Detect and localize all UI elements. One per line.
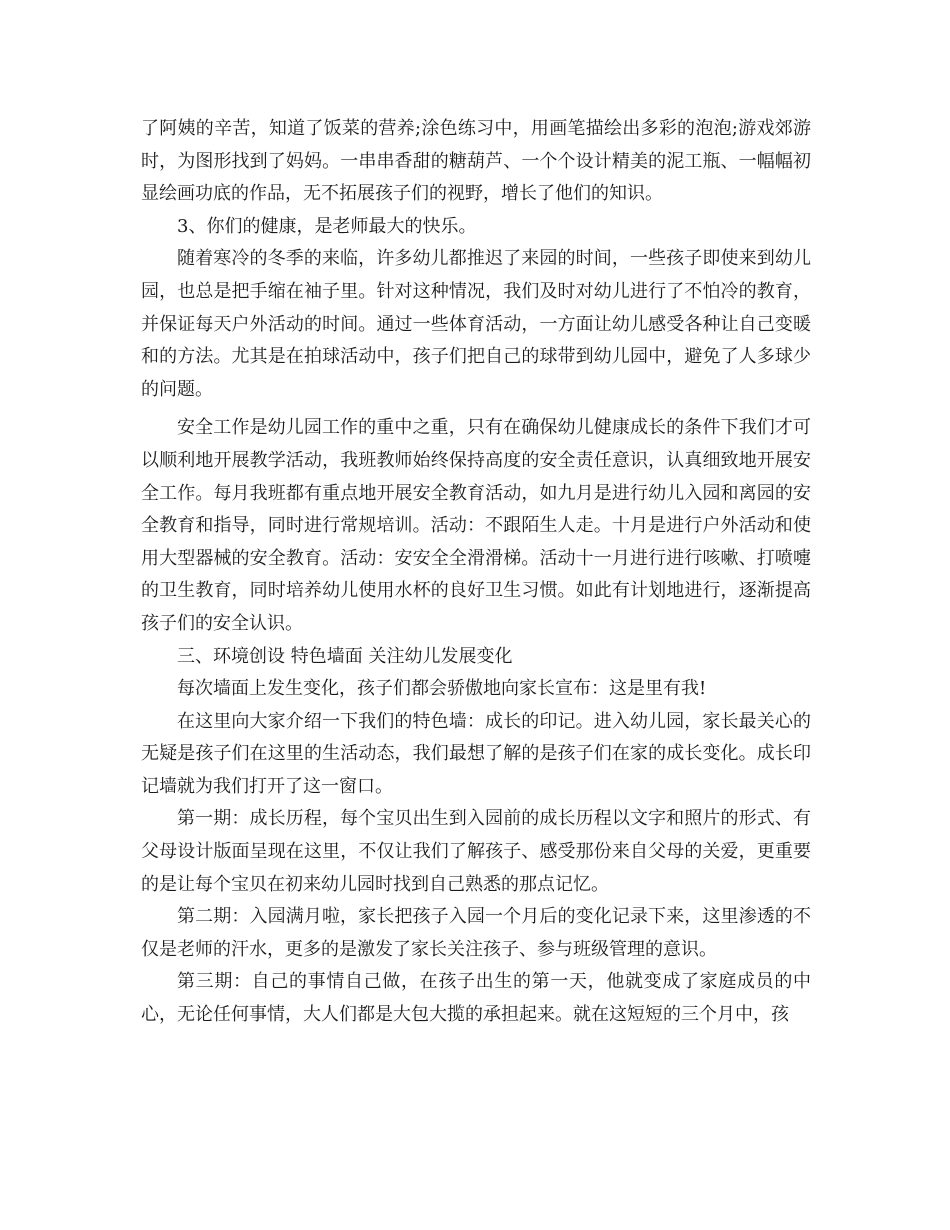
- paragraph-winter-activities: 随着寒冷的冬季的来临，许多幼儿都推迟了来园的时间，一些孩子即使来到幼儿园，也总是把手缩在袖子里。针对这种情况，我们及时对幼儿进行了不怕冷的教育，并保证每天户外活动的时间。通过一些体育活动，一方面让幼儿感受各种让自己变暖和的方法。尤其是在拍球活动中，孩子们把自己的球带到幼儿园中，避免了人多球少的问题。: [141, 248, 811, 400]
- paragraph-wall-changes: 每次墙面上发生变化，孩子们都会骄傲地向家长宣布：这是里有我!: [177, 678, 707, 700]
- section-heading-environment: 三、环境创设 特色墙面 关注幼儿发展变化: [177, 645, 513, 667]
- section-heading-health: 3、你们的健康，是老师最大的快乐。: [177, 215, 477, 237]
- paragraph-intro-continuation: 了阿姨的辛苦，知道了饭菜的营养;涂色练习中，用画笔描绘出多彩的泡泡;游戏郊游时，为图形找到了妈妈。一串串香甜的糖葫芦、一个个设计精美的泥工瓶、一幅幅初显绘画功底的作品，无不拓展孩子们的视野，增长了他们的知识。: [141, 118, 811, 205]
- paragraph-phase-three: 第三期：自己的事情自己做，在孩子出生的第一天，他就变成了家庭成员的中心，无论任何事情，大人们都是大包大揽的承担起来。就在这短短的三个月中，孩: [141, 971, 811, 1026]
- paragraph-phase-two: 第二期：入园满月啦，家长把孩子入园一个月后的变化记录下来，这里渗透的不仅是老师的汗水，更多的是激发了家长关注孩子、参与班级管理的意识。: [141, 906, 811, 960]
- paragraph-safety-work: 安全工作是幼儿园工作的重中之重，只有在确保幼儿健康成长的条件下我们才可以顺利地开展教学活动，我班教师始终保持高度的安全责任意识，认真细致地开展安全工作。每月我班都有重点地开展安全教育活动，如九月是进行幼儿入园和离园的安全教育和指导，同时进行常规培训。活动：不跟陌生人走。十月是进行户外活动和使用大型器械的安全教育。活动：安安全全滑滑梯。活动十一月进行进行咳嗽、打喷嚏的卫生教育，同时培养幼儿使用水杯的良好卫生习惯。如此有计划地进行，逐渐提高孩子们的安全认识。: [141, 417, 811, 634]
- paragraph-phase-one: 第一期：成长历程，每个宝贝出生到入园前的成长历程以文字和照片的形式、有父母设计版面呈现在这里，不仅让我们了解孩子、感受那份来自父母的关爱，更重要的是让每个宝贝在初来幼儿园时找到自己熟悉的那点记忆。: [141, 808, 811, 895]
- paragraph-feature-wall: 在这里向大家介绍一下我们的特色墙：成长的印记。进入幼儿园，家长最关心的无疑是孩子们在这里的生活动态，我们最想了解的是孩子们在家的成长变化。成长印记墙就为我们打开了这一窗口。: [141, 710, 811, 797]
- document-page: [141, 113, 811, 1032]
